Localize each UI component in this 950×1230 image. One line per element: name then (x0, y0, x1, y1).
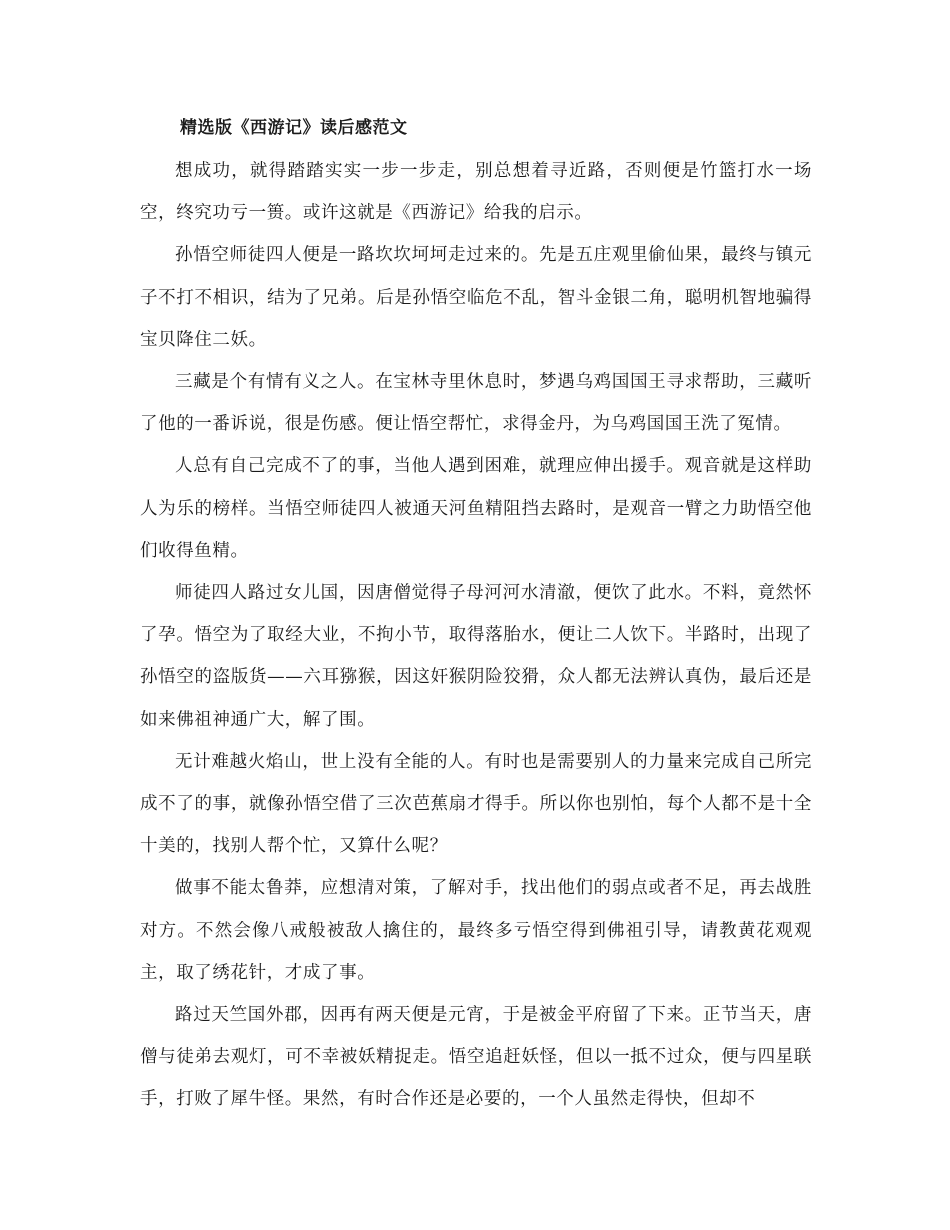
paragraph: 做事不能太鲁莽，应想清对策，了解对手，找出他们的弱点或者不足，再去战胜对方。不然会像八戒般被敌人擒住的，最终多亏悟空得到佛祖引导，请教黄花观观主，取了绣花针，才成了事。 (140, 878, 812, 983)
paragraph: 人总有自己完成不了的事，当他人遇到困难，就理应伸出援手。观音就是这样助人为乐的榜样。当悟空师徒四人被通天河鱼精阻挡去路时，是观音一臂之力助悟空他们收得鱼精。 (140, 456, 812, 561)
document-title: 精选版《西游记》读后感范文 (180, 118, 408, 138)
paragraph: 三藏是个有情有义之人。在宝林寺里休息时，梦遇乌鸡国国王寻求帮助，三藏听了他的一番诉说，很是伤感。便让悟空帮忙，求得金丹，为乌鸡国国王洗了冤情。 (140, 372, 812, 435)
paragraph: 师徒四人路过女儿国，因唐僧觉得子母河河水清澈，便饮了此水。不料，竟然怀了孕。悟空为了取经大业，不拘小节，取得落胎水，便让二人饮下。半路时，出现了孙悟空的盗版货——六耳猕猴，因这奸猴阴险狡猾，众人都无法辨认真伪，最后还是如来佛祖神通广大，解了围。 (140, 583, 812, 730)
document-body (140, 150, 812, 1121)
paragraph: 想成功，就得踏踏实实一步一步走，别总想着寻近路，否则便是竹篮打水一场空，终究功亏一篑。或许这就是《西游记》给我的启示。 (140, 161, 812, 224)
paragraph: 路过天竺国外郡，因再有两天便是元宵，于是被金平府留了下来。正节当天，唐僧与徒弟去观灯，可不幸被妖精捉走。悟空追赶妖怪，但以一抵不过众，便与四星联手，打败了犀牛怪。果然，有时合作还是必要的，一个人虽然走得快，但却不 (140, 1005, 812, 1110)
paragraph: 无计难越火焰山，世上没有全能的人。有时也是需要别人的力量来完成自己所完成不了的事，就像孙悟空借了三次芭蕉扇才得手。所以你也别怕，每个人都不是十全十美的，找别人帮个忙，又算什么呢？ (140, 751, 812, 857)
paragraph: 孙悟空师徒四人便是一路坎坎坷坷走过来的。先是五庄观里偷仙果，最终与镇元子不打不相识，结为了兄弟。后是孙悟空临危不乱，智斗金银二角，聪明机智地骗得宝贝降住二妖。 (140, 245, 812, 350)
